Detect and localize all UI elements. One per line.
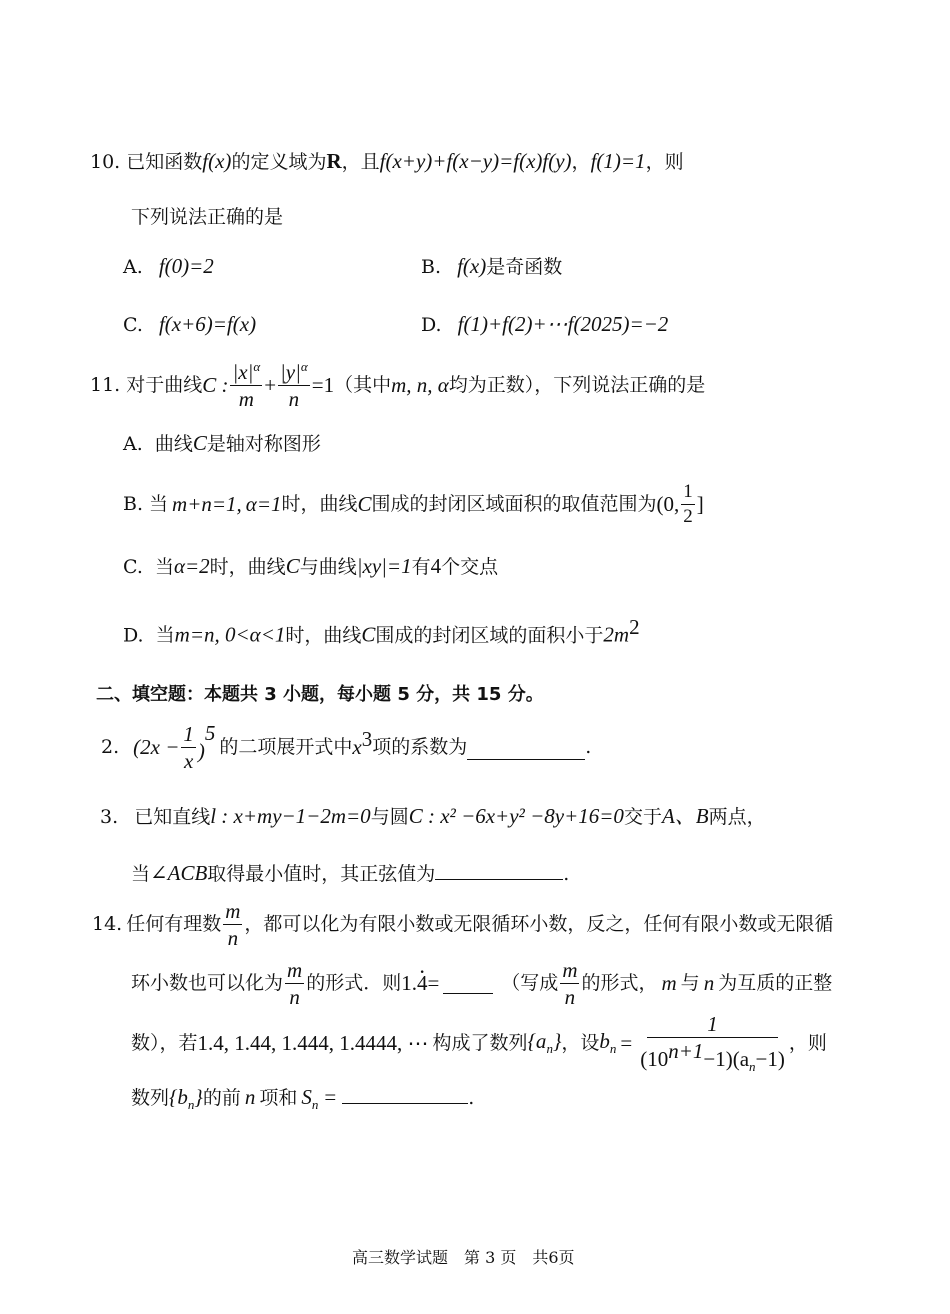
q14-sn-symbol: S [301, 1085, 312, 1109]
option-text: 围成的封闭区域面积的取值范围为 [371, 492, 657, 515]
q14-bn-set-open: {b [169, 1085, 188, 1109]
option-text: 有 [411, 556, 431, 578]
q10-text: 的定义域为 [231, 151, 327, 173]
option-math: f(x+6)=f(x) [158, 312, 257, 336]
q12-x3: x [352, 735, 362, 760]
q13-stem-line2 [131, 863, 569, 884]
option-math: C [357, 491, 372, 516]
q14-text: （写成 [501, 972, 559, 995]
q12-fraction [181, 723, 196, 772]
q11-option-b [123, 482, 704, 527]
option-math: f(0)=2 [158, 254, 214, 278]
q12-paren: ) [197, 739, 205, 764]
frac-numerator: m [223, 900, 242, 925]
option-label: C. [123, 556, 143, 578]
q11-curve-name: C : [202, 372, 229, 397]
option-label: D. [123, 624, 144, 647]
q14-bn-set [169, 1085, 203, 1113]
q10-stem-line2: 下列说法正确的是 [131, 206, 284, 228]
frac-denominator: n [288, 387, 300, 412]
q14-text: 项和 [259, 1087, 298, 1109]
q14-text: 的形式， [581, 972, 658, 995]
q14-den-part: −1) [755, 1047, 785, 1072]
q14-fraction-blank[interactable] [443, 977, 493, 994]
q14-an-close: } [552, 1029, 562, 1054]
option-text: 个交点 [441, 556, 499, 578]
frac-denominator: 2 [683, 505, 693, 527]
frac-denominator [638, 1038, 787, 1074]
q12-number: 2. [101, 736, 120, 759]
q14-stem-line3 [131, 1013, 827, 1074]
option-math: ] [696, 491, 704, 516]
q14-stem [92, 900, 833, 949]
q14-stem-line2 [131, 959, 832, 1008]
q14-den-sub: n [749, 1059, 756, 1075]
q14-equals: = [620, 1030, 633, 1055]
q11-text: 对于曲线 [126, 373, 203, 396]
q12-text: 的二项展开式中 [219, 736, 353, 759]
option-math: m+n=1, [172, 491, 242, 516]
q10-text: ，且 [341, 151, 380, 173]
q14-bn-set-sub: n [187, 1097, 195, 1113]
q14-text: ，设 [561, 1031, 600, 1054]
frac-denominator: x [183, 749, 194, 774]
section-title: 二、填空题：本题共 3 小题，每小题 5 分，共 15 分。 [96, 684, 544, 705]
q13-number: 3. [100, 806, 119, 828]
q14-bn-symbol: b [599, 1029, 610, 1054]
option-label: A. [123, 256, 143, 278]
q14-text: 数列 [131, 1087, 170, 1109]
q14-text: ，都可以化为有限小数或无限循环小数，反之，任何有限小数或无限循 [244, 913, 834, 936]
option-math: 2m [603, 622, 630, 647]
q14-repeating-digit: · 4 [417, 973, 428, 994]
q14-decimal-int: 1. [401, 971, 417, 996]
option-math: f(x) [457, 254, 487, 278]
q12-expr-close [197, 721, 216, 764]
option-label: C. [123, 314, 143, 336]
q14-text: 任何有理数 [126, 913, 222, 936]
q11-text: （其中 [334, 373, 392, 396]
q11-fraction-x [230, 360, 262, 410]
q14-an: {a [527, 1029, 547, 1054]
q12-expr: (2x − [133, 735, 180, 760]
q14-an-set [528, 1031, 562, 1055]
q14-fraction-mn [223, 900, 242, 949]
frac-numerator: 1 [181, 723, 196, 748]
option-text: 当 [149, 492, 169, 515]
option-text: 曲线 [154, 433, 193, 455]
q13-text: 已知直线 [134, 806, 211, 828]
q11-option-a [123, 433, 321, 454]
q13-angle: ∠ACB [150, 861, 208, 885]
q14-text: 的前 [202, 1087, 241, 1109]
q10-option-a [123, 256, 214, 277]
q13-text: 取得最小值时，其正弦值为 [207, 863, 436, 885]
q14-var: m [661, 971, 677, 996]
option-label: B. [123, 492, 144, 515]
q14-text: 数），若 [131, 1031, 198, 1054]
frac-numerator: 1 [681, 482, 695, 505]
q14-var: n [244, 1085, 256, 1109]
option-math: f(1)+f(2)+⋯f(2025)=−2 [457, 312, 669, 336]
q14-fraction-mn [285, 959, 304, 1008]
option-label: A. [123, 433, 143, 455]
q14-text: ，则 [788, 1031, 827, 1054]
q13-points: A、B [661, 804, 709, 828]
q12-x3-power: 3 [361, 727, 373, 752]
frac-exponent: α [253, 359, 261, 374]
option-text: 当 [154, 556, 174, 578]
q14-stem-line4 [131, 1087, 474, 1111]
option-text: 当 [155, 624, 175, 647]
q11-number: 11. [90, 373, 121, 396]
q10-text: ， [571, 151, 591, 173]
option-math: C [285, 554, 300, 578]
q11-option-c [123, 556, 498, 577]
q14-sum-blank[interactable] [342, 1087, 468, 1104]
q11-text: 均为正数），下列说法正确的是 [448, 373, 706, 396]
q14-text: 为互质的正整 [718, 972, 833, 995]
q14-bn-sub: n [609, 1041, 617, 1057]
frac-numerator: |y| [280, 360, 301, 384]
q10-reals: R [326, 149, 342, 173]
q13-circle-equation: C : x² −6x+y² −8y+16=0 [408, 804, 624, 828]
q14-den-power: n+1 [668, 1039, 704, 1064]
q11-option-d [123, 617, 640, 645]
option-label: B. [421, 256, 442, 278]
frac-denominator: n [564, 985, 576, 1010]
frac-denominator: m [238, 387, 254, 412]
q11-b-fraction [681, 482, 695, 527]
q10-text: 已知函数 [126, 151, 203, 173]
q13-text: 两点， [708, 806, 766, 828]
frac-numerator: 1 [647, 1013, 778, 1038]
q11-fraction-y [278, 360, 310, 410]
q10-text: ，则 [645, 151, 684, 173]
q12-stem [101, 723, 591, 772]
option-math: |xy|=1 [356, 554, 412, 578]
option-math: 4 [430, 554, 442, 578]
option-math: C [192, 431, 207, 455]
page-footer: 高三数学试题 第 3 页 共6页 [352, 1248, 575, 1267]
option-math: α=1 [245, 491, 282, 516]
q14-equals: = [324, 1085, 337, 1109]
q10-option-b [421, 256, 562, 277]
q14-bn-fraction [638, 1013, 787, 1074]
option-math: α=2 [173, 554, 210, 578]
q14-repeating-decimal [401, 973, 439, 994]
frac-denominator: n [289, 985, 300, 1010]
q14-text: 环小数也可以化为 [131, 972, 284, 995]
q14-den-part: (10 [640, 1047, 669, 1072]
option-text: 与曲线 [299, 556, 357, 578]
q14-text: 的形式．则 [306, 972, 402, 995]
option-math: (0, [656, 491, 680, 516]
q14-sn-sub: n [311, 1097, 319, 1113]
q11-equals: =1 [311, 372, 335, 397]
q13-end: . [563, 863, 570, 885]
q10-number: 10. [90, 151, 121, 173]
q14-equals: = [427, 971, 440, 996]
option-label: D. [421, 314, 442, 336]
q11-vars: m, n, α [391, 372, 449, 397]
q13-text: 与圆 [370, 806, 409, 828]
q14-number: 14. [92, 913, 123, 936]
frac-numerator: m [560, 959, 579, 984]
q14-fraction-mn [560, 959, 579, 1008]
option-text: 时，曲线 [285, 624, 362, 647]
q11-plus: + [264, 372, 277, 397]
q14-an-sub: n [546, 1041, 553, 1057]
q14-den-part: −1)(a [703, 1047, 750, 1072]
q13-text: 当 [131, 863, 151, 885]
q14-text: 构成了数列 [432, 1031, 528, 1054]
q12-text: 项的系数为 [372, 736, 468, 759]
q14-var: n [703, 971, 715, 996]
q14-bn [599, 1031, 616, 1055]
q10-equation: f(x+y)+f(x−y)=f(x)f(y) [379, 149, 572, 173]
q10-option-d [421, 314, 668, 335]
option-math-exponent: 2 [629, 615, 640, 639]
q14-sequence: 1.4, 1.44, 1.444, 1.4444, ⋯ [197, 1030, 429, 1055]
q10-f1: f(1)=1 [590, 149, 646, 173]
frac-denominator: n [227, 926, 239, 951]
option-text: 是轴对称图形 [206, 433, 321, 455]
q10-fx: f(x) [202, 149, 232, 173]
q13-stem [100, 806, 766, 827]
q12-end: . [585, 736, 592, 759]
option-math: m=n, 0<α<1 [174, 622, 286, 647]
q10-stem [90, 151, 684, 172]
q13-line-equation: l : x+my−1−2m=0 [210, 804, 371, 828]
option-text: 时，曲线 [281, 492, 358, 515]
q14-end: . [468, 1087, 475, 1109]
q12-power: 5 [204, 721, 216, 746]
option-text: 是奇函数 [486, 256, 563, 278]
q12-answer-blank[interactable] [467, 743, 585, 760]
frac-numerator: |x| [232, 360, 254, 384]
q13-text: 交于 [623, 806, 662, 828]
q14-bn-set-close: } [194, 1085, 203, 1109]
q10-option-c [123, 314, 256, 335]
frac-numerator: m [285, 959, 304, 984]
option-text: 围成的封闭区域的面积小于 [375, 624, 604, 647]
option-text: 时，曲线 [209, 556, 286, 578]
option-math: C [361, 622, 376, 647]
q14-text: 与 [680, 972, 700, 995]
frac-exponent: α [300, 359, 308, 374]
q11-stem [90, 360, 705, 410]
q13-answer-blank[interactable] [435, 863, 563, 880]
q14-sn [301, 1085, 319, 1113]
